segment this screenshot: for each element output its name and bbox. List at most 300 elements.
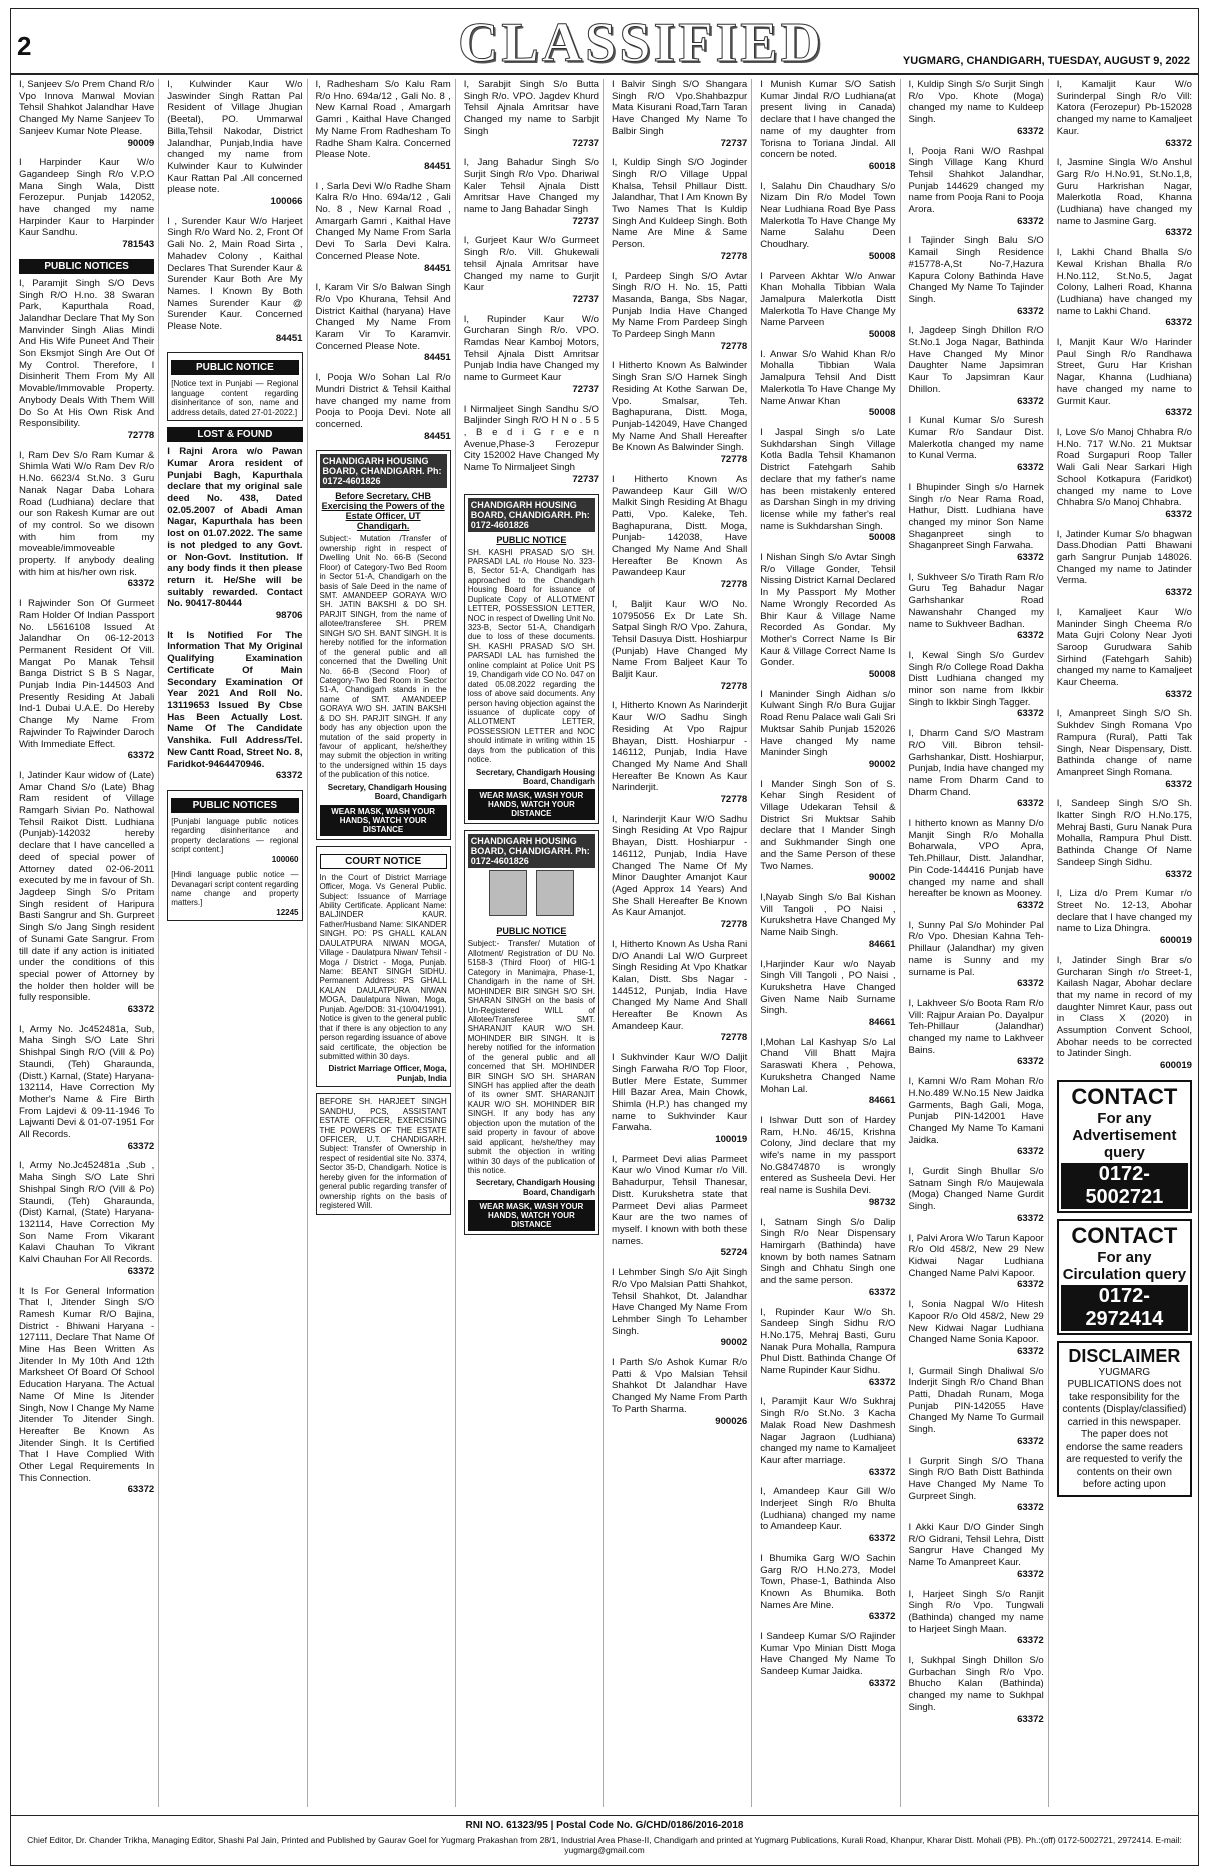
classified-ad: [19, 770, 154, 1016]
ad-text: I Harpinder Kaur W/o Gagandeep Singh R/o V.P.O Mana Singh Wala, Distt Ferozepur. Punjab 142052, have changed my name Harpinder Kaur to Harpinder Kaur Sandhu.: [19, 157, 155, 239]
ad-text: I Mander Singh Son of S. Kehar Singh Resident of Village Udekaran Tehsil & District Sri Muktsar Sahib declare that I Mander Singh and Sukhmander Singh one and the Same Person of these Two Names.: [760, 778, 896, 872]
ad-text: I, Dharm Cand S/O Mastram R/O Vill. Bibron tehsil- Garhshankar, Distt. Hoshiarpur, Punjab, India have changed my name From Dharm Cand to Dharm Chand.: [908, 728, 1044, 798]
page-number: 2: [17, 31, 32, 61]
ad-code: 50008: [868, 250, 896, 262]
ad-code: 98706: [275, 610, 303, 622]
classified-ad: [1057, 798, 1192, 880]
classified-ad: [760, 271, 895, 341]
ad-code: 90009: [127, 137, 155, 149]
ad-text: I Jaspal Singh s/o Late Sukhdarshan Singh Village Kotla Badla Tehsil Khamanon District Fatehgarh Sahib declare that my father's name has been mistakenly entered as Darshan Singh in my driving license while my father's real name is Sukhdarshan Singh.: [760, 426, 896, 532]
ad-text: I, Pooja W/o Sohan Lal R/o Mundri District & Tehsil Kaithal have changed my name from Pooja to Pooja Devi. Note all concerned.: [315, 372, 451, 430]
ad-text: I, Lakhi Chand Bhalla S/o Kewal Krishan Bhalla R/o H.No.112, St.No.5, Jagat Colony, Lalheri Road, Khanna (Ludhiana) have changed my name to Lakhi Chand.: [1056, 247, 1192, 317]
classified-ad: [612, 157, 747, 262]
disclaimer-box: [1057, 1341, 1192, 1497]
classified-ad: [464, 404, 599, 486]
classified-ad: [760, 79, 895, 173]
classified-ad: [19, 598, 154, 762]
ad-text: I, Sandeep Singh S/O Sh. Ikatter Singh R/O H.No.175, Mehraj Basti, Guru Nanak Pura Mohalla, Rampura Phul Distt. Bathinda Change Of Name Sandeep Singh Sidhu.: [1056, 798, 1192, 868]
ad-code: 63372: [1165, 227, 1192, 239]
dateline: YUGMARG, CHANDIGARH, TUESDAY, AUGUST 9, 2022: [902, 55, 1190, 67]
ad-code: 72737: [572, 137, 599, 149]
chb-subtitle: PUBLIC NOTICE: [496, 534, 567, 545]
photos: [468, 868, 595, 923]
ad-code: 63372: [275, 770, 303, 782]
ad-code: 72778: [720, 340, 748, 352]
classified-ad: [612, 360, 747, 465]
chb-signature: Secretary, Chandigarh Housing Board, Chandigarh: [476, 767, 595, 786]
ad-code: 72737: [720, 137, 748, 149]
col2-ads: [167, 79, 302, 344]
ad-text: I, Sanjeev S/o Prem Chand R/o Vpo Innova Manwal Movian Tehsil Shahkot Jalandhar Have Changed My Name Sanjeev To Sanjeev Kumar Note Please.: [19, 79, 155, 137]
ad-text: I , Sarla Devi W/o Radhe Sham Kalra R/o Hno. 694a/12 , Gali No. 8 , New Karnal Road , Amargarh Gamri , Kaithal Have Changed My Name From Sarla Devi To Sarla Devi Kalra. Concerned Please Note.: [315, 180, 451, 262]
classified-ad: [612, 79, 747, 149]
ad-text: I Sukhvinder Kaur W/O Daljit Singh Farwaha R/O Top Floor, Butler Mere Estate, Summer Hill Bazar Area, Main Chowk, Shimla (H.P.) has changed my name to Sukhvinder Kaur Farwaha.: [612, 1052, 748, 1134]
ad-code: 63372: [1165, 688, 1192, 700]
ad-code: 90002: [720, 1337, 748, 1349]
classified-ad: [909, 1076, 1044, 1158]
classified-ad: [19, 79, 154, 149]
contact-phone: 0172-2972414: [1061, 1285, 1188, 1331]
ad-code: 72737: [572, 383, 599, 395]
ad-text: I, Paramjit Singh S/O Devs Singh R/O H.no. 38 Swaran Park, Kapurthala Road, Jalandhar Declare That My Son Manvinder Singh Alias Mindi And His Wife Puneet And Their Son Eksmjot Singh Are Out Of My Control. Therefore, I Disinherit Them From My All Movable/Immovable Property. Anybody Deals With Them Will Do So At His Own Risk And Responsibility.: [19, 277, 155, 430]
person-photo: [536, 870, 574, 916]
classified-ad: [909, 1299, 1044, 1358]
ad-text: I, Jatinder Kaur widow of (Late) Amar Chand S/o (Late) Bhag Ram resident of Village Ramgarh Sivian Po. Nathowal Tehsil Raikot Distt. Ludhiana (Punjab)-142032 hereby declare that I have cancelled a deed of special power of Attorney dated 02-06-2011 executed by me in favour of Sh. Jagdeep Singh S/o Pritam Singh resident of Haripura Basti Sangrur and Sh. Gurpreet Singh S/o Jang Singh resident of Sunami Gate Sangrur. From till date if any action is initiated under the conditions of this special power of Attorney by the holder then holder will be fully responsible.: [19, 769, 155, 1004]
col3-ads: [316, 79, 451, 442]
ad-code: 63372: [1017, 978, 1044, 990]
court-notice-box: [316, 846, 451, 1088]
classified-ad: [909, 572, 1044, 642]
ad-code: 63372: [868, 1611, 896, 1623]
classified-ad: [909, 818, 1044, 912]
ad-text: I, Sukhveer S/o Tirath Ram R/o Guru Teg Bahadur Nagar Garhshankar Road Nawanshahr Changed my name to Sukhveer Badhan.: [908, 571, 1044, 630]
ad-text: I, Jatinder Singh Brar s/o Gurcharan Singh r/o Street-1, Kailash Nagar, Abohar declare that my name in record of my daughter Nimret Kaur, pass out in Class X (2020) in Assumption Convent School, Abohar needs to be corrected to Jatinder Singh.: [1056, 954, 1192, 1060]
ad-text: I, Parmeet Devi alias Parmeet Kaur w/o Vinod Kumar r/o Vill. Bahadurpur, Tehsil Thanesar, Distt. Kurukshetra state that Parmeet Devi alias Parmeet Kaur are the two names of myself. I known with both these names.: [612, 1153, 748, 1247]
public-notice-box: [167, 352, 302, 421]
ad-code: 781543: [122, 239, 155, 251]
columns: [15, 79, 1196, 1807]
ad-code: 63372: [1017, 1568, 1044, 1580]
classified-ad: [760, 1553, 895, 1623]
ad-code: 63372: [1017, 1713, 1044, 1725]
ad-text: I, Kewal Singh S/o Gurdev Singh R/o College Road Dakha Distt Ludhiana changed my minor son name from Ikkbir Singh to Ikkbir Singh Tagger.: [908, 649, 1044, 708]
ad-text: It Is For General Information That I, Jitender Singh S/O Ramesh Kumar R/O Bajina, District - Bhiwani Haryana - 127111, Declare That Name Of Mine Has Been Written As Jitender In My 10th And 12th Marksheet Of Board Of School Education Haryana. The Actual Name Of Mine Is Jitender Singh, Now I Change My Name Jitender To Jitender Singh. Hereafter Be Known As Jitender Singh. It Is Certified That I Have Complied With Other Legal Requirements In This Connection.: [19, 1285, 155, 1484]
ad-code: 98732: [868, 1196, 896, 1208]
classified-ad: [1057, 79, 1192, 149]
circulation-contact-box: [1057, 1219, 1192, 1335]
ad-code: 900026: [715, 1415, 748, 1427]
ad-code: 72737: [572, 293, 599, 305]
lost-found-text: I Rajni Arora w/o Pawan Kumar Arora resident of Punjabi Bagh, Kapurthala declare that my original sale deed No. 438, Dated 02.05.2007 of Abadi Aman Nagar, Kapurthala has been lost on 01.07.2022. The same is not pledged to any Govt. or Non-Govt. Institution. If any body finds it then please return it. He/She will be suitably rewarded. Contact No. 90417-80444: [167, 446, 303, 610]
classified-ad: [464, 157, 599, 227]
chb-text: Subject:- Mutation /Transfer of ownership right in respect of Dwelling Unit No. 66-B (Second Floor) of Category-Two Bed Room in Sector 51-A, Chandigarh on the basis of Sale Deed in the name of SMT. AMANDEEP GORAYA W/O SH. JATIN BAKSHI & DO SH. PARJIT SINGH, from the name of allotee/transferee SH. PREM SINGH S/O SH. BANT SINGH. It is hereby notified for the information of the general public and all concerned that the Dwelling Unit No. 66-B (Second Floor) of Category-Two Bed Room in Sector 51-A, Chandigarh stands in the name of SMT. AMANDEEP GORAYA W/O SH. JATIN BAKSHI & DO SH. PARJIT SINGH. If any body has any objection upon the mutation of the said property in favour of applicant, he/she/they may submit the objection in writing to the undersigned within 15 days of the publication of this notice.: [319, 534, 447, 780]
ad-text: I, Gurdit Singh Bhullar S/o Satnam Singh R/o Maujewala (Moga) Changed Name Gurdit Singh.: [908, 1166, 1044, 1213]
column-5: [608, 79, 752, 1807]
classified-ad: [909, 235, 1044, 317]
ad-text: I Gurprit Singh S/O Thana Singh R/O Bath Distt Bathinda Have Changed My Name To Gurpreet Singh.: [908, 1455, 1044, 1502]
ad-code: 63372: [1165, 587, 1192, 599]
classified-ad: [909, 79, 1044, 138]
ad-text: I, Pardeep Singh S/O Avtar Singh R/O H. No. 15, Patti Masanda, Banga, Sbs Nagar, Punjab India Have Changed My Name From Pardeep Singh To Pardeep Singh Mann: [612, 270, 748, 341]
classified-ad: [1057, 708, 1192, 790]
classified-ad: [909, 1522, 1044, 1581]
classified-ad: [909, 146, 1044, 228]
ad-code: 63372: [127, 1265, 155, 1277]
column-2: [163, 79, 307, 1807]
ad-text: I Rajwinder Son Of Gurmeet Ram Holder Of Indian Passport No. L5616108 Issued At Jalandhar On 06-12-2013 Permanent Resident Of Vill. Mangat Po Manak Tehsil Banga District S B S Nagar, Punjab India Pin-144503 And Presently Residing At Jabali Ind-1 Dubai U.A.E. Do Hereby Change My Name From Rajwinder To Rajwinder Daroch With Immediate Effect.: [19, 598, 155, 750]
advertisement-contact-box: [1057, 1080, 1192, 1213]
ad-text: I, Palvi Arora W/o Tarun Kapoor R/o Old 458/2, New 29 New Kidwai Nagar Ludhiana Changed Name Palvi Kapoor.: [908, 1232, 1044, 1279]
classified-ad: [760, 689, 895, 771]
chb-text: SH. KASHI PRASAD S/O SH. PARSADI LAL r/o House No. 323-B, Sector 51-A, Chandigarh has approached to the Chandigarh Housing Board for issuance of Duplicate Copy of ALLOTMENT LETTER, POSSESSION LETTER, NOC in respect of Dwelling Unit No. 323-B, Sector 51-A, Chandigarh due to loss of these documents. SH. KASHI PRASAD S/O SH. PARSADI LAL has furnished the online complaint at Police Unit PS 19, Chandigarh vide CO No. 047 on dated 05.08.2022 regarding the loss of above said documents. Any person having objection against the issuance of duplicate copy of ALLOTMENT LETTER, POSSESSION LETTER and NOC should intimate in writing within 15 days from the publication of this notice.: [467, 547, 595, 765]
ad-text: I, Kulwinder Kaur W/o Jaswinder Singh Rattan Pal Resident of Village Jhugian (Beetal), PO. Ummarwal Billa,Tehsil Nakodar, District Jalandhar, Punjab,India have changed my name from Kulwinder Kaur to Kulwinder Kaur Rattan Pal .All concerned please note.: [167, 79, 303, 196]
ad-code: 90002: [868, 758, 896, 770]
ad-code: 63372: [127, 578, 155, 590]
classified-ad: [464, 314, 599, 396]
ad-code: 72778: [720, 919, 748, 931]
ad-text: I,Nayab Singh S/o Bal Kishan Vill Tangoli , PO Naisi , Kurukshetra Have Changed My Name Naib Singh.: [760, 892, 896, 939]
classified-ad: [760, 1115, 895, 1209]
hindi-notice-text: [Hindi language public notice — Devanagari script content regarding name change and property matters.]: [171, 870, 299, 908]
col6-ads: [760, 79, 895, 1690]
disclaimer-title: DISCLAIMER: [1068, 1345, 1181, 1366]
contact-heading: CONTACT: [1071, 1222, 1178, 1248]
ad-text: I, Narinderjit Kaur W/O Sadhu Singh Residing At Vpo Rajpur Bhayan, Distt. Hoshiarpur - 146112, Punjab, India Have Changed The Name Of My Minor Daughter Amanjot Kaur (Aged Approx 14 Years) And She Shall Hereafter Be Known As Kaur Amanjot.: [612, 813, 748, 919]
classified-ad: [612, 474, 747, 591]
classified-ad: [19, 1160, 154, 1277]
classified-ad: [1057, 888, 1192, 947]
ad-text: I, Baljit Kaur W/O No. 10795056 Ex Dr Late Sh. Satpal Singh R/O Vpo. Zahura, Tehsil Dasuya Distt. Hoshiarpur (Punjab) Have Changed My Name From Baljeet Kaur To Baljit Kaur.: [612, 598, 748, 681]
classified-ad: [464, 79, 599, 149]
column-6: [756, 79, 900, 1807]
ad-text: I Sandeep Kumar S/O Rajinder Kumar Vpo Minian Distt Moga Have Changed My Name To Sandeep Kumar Jaidka.: [760, 1631, 896, 1678]
ad-code: 63372: [127, 1484, 155, 1496]
ad-code: 50008: [868, 669, 896, 681]
ad-text: I, Army No.Jc452481a ,Sub , Maha Singh S/O Late Shri Shishpal Singh R/O (Vill & Po) Staundi, (Teh) Gharaunda, (Dist) Karnal, (State) Haryana-132114, Have Correction My Son Name From Vikarant Kalavi Chauhan To Vikrant Kalvi Chauhan For All Records.: [19, 1160, 155, 1266]
ad-code: 52724: [720, 1247, 748, 1259]
court-notice-title: COURT NOTICE: [320, 854, 447, 869]
ad-code: 72737: [572, 473, 599, 485]
ad-text: I, Liza d/o Prem Kumar r/o Street No. 12-13, Abohar declare that I have changed my name to Liza Dhingra.: [1056, 888, 1192, 935]
column-4: [460, 79, 604, 1807]
chb-subtitle: Before Secretary, CHB Exercising the Powers of the Estate Officer, UT Chandigarh.: [321, 491, 445, 532]
classified-ad: [19, 278, 154, 442]
ad-text: I Hitherto Known As Balwinder Singh Sran S/O Harnek Singh Residing At Kothe Sarwan De, Vpo. Smalsar, Teh. Baghapurana, Distt. Moga, Punjab-142049, Have Changed My Name And Shall Hereafter Be Known As Balwinder Singh.: [612, 360, 748, 454]
lost-certificate-text: It Is Notified For The Information That My Original Qualifying Examination Certificate Of Main Secondary Examination Of Year 2021 And Roll No. 13119653 Issued By Cbse Has Been Actually Lost. Name Of The Candidate Vanshika. Full Address/Tel. New Cantt Road, Street No. 8, Faridkot-9464470946.: [167, 629, 303, 770]
chb-text: Subject:- Transfer/ Mutation of Allotment/ Registration of DU No. 5158-3 (Third Floor) of HIG-1 Category in Manimajra, Phase-1, Chandigarh in the name of SH. MOHINDER BIR SINGH S/O SH. SHARAN SINGH on the basis of Un-Registered WILL of Allotee/Transferee SMT. SHARANJIT KAUR W/O SH. MOHINDER BIR SINGH. It is hereby notified for the information of the general public and all concerned that SH. MOHINDER BIR SINGH S/O SH. SHARAN SINGH has applied after the death of its owner SMT. SHARANJIT KAUR W/O SH. MOHINDER BIR SINGH. If any body has any objection upon the mutation of the said property in favour of above said applicant, he/she/they may submit the objection in writing within 30 days of the publication of this notice.: [467, 939, 595, 1175]
ad-text: I, Lakhveer S/o Boota Ram R/o Vill: Rajpur Araian Po. Dayalpur Teh-Phillaur (Jalandhar) changed my name to Lakhveer Bains.: [908, 997, 1044, 1056]
ad-text: I Kunal Kumar S/o Suresh Kumar R/o Sandaur Dist. Malerkotla changed my name to Kunal Verma.: [908, 415, 1044, 462]
contact-heading: CONTACT: [1071, 1083, 1178, 1109]
ad-code: 63372: [868, 1533, 896, 1545]
ad-code: 72737: [572, 215, 599, 227]
classified-ad: [909, 998, 1044, 1068]
ad-code: 63372: [1017, 900, 1044, 911]
ad-code: 63372: [1165, 508, 1192, 520]
ad-code: 84451: [424, 160, 451, 172]
ad-text: I, Manjit Kaur W/o Harinder Paul Singh R/o Randhawa Street, Guru Har Krishan Nagar, Khanna (Ludhiana) have changed my name to Gurmit Kaur.: [1056, 337, 1192, 407]
classified-ad: [612, 1357, 747, 1427]
ad-code: 72778: [720, 1032, 748, 1044]
classified-ad: [760, 779, 895, 884]
classified-ad: [1057, 607, 1192, 701]
classified-ad: [1057, 157, 1192, 239]
classified-ad: [909, 1166, 1044, 1225]
footer-imprint: Chief Editor, Dr. Chander Trikha, Managing Editor, Shashi Pal Jain, Printed and Published by Gaurav Goel for Yugmarg Prakashan from 28/1, Industrial Area Phase-II, Chandigarh and printed at Yugmarg Publications, Kurali Road, Khanpur, Kharar Distt. Mohali (PB). Ph.:(off) 0172-5002721, 2972414. E-mail: yugmarg@gmail.com: [27, 1835, 1182, 1855]
ad-text: I Ishwar Dutt son of Hardey Ram, H.No. 46/15, Krishna Colony, Jind declare that my wife's name in my passport No.G8474870 is wrongly entered as Susheela Devi. Her real name is Sushila Devi.: [760, 1114, 896, 1197]
ad-text: I, Gurjeet Kaur W/o Gurmeet Singh R/o. Vill. Ghukewali tehsil Ajnala Amritsar have Changed my name to Gurjit Kaur: [463, 235, 599, 294]
ad-code: 84451: [424, 262, 451, 274]
ad-text: I, Pooja Rani W/O Rashpal Singh Village Kang Khurd Tehsil Shahkot Jalandhar, Punjab 144629 changed my name from Pooja Rani to Pooja Arora.: [908, 145, 1044, 216]
ad-text: I, Jagdeep Singh Dhillon R/O St.No.1 Joga Nagar, Bathinda Have Changed My Minor Daughter Name Japsimran Kaur To Japsimran Kaur Dhillon.: [908, 325, 1044, 395]
ad-code: 12245: [276, 907, 299, 917]
classified-ad: [612, 700, 747, 805]
ad-text: I Tajinder Singh Balu S/O Kamail Singh Residence #15778-A,St No-7,Hazura Kapura Colony Bathinda Have Changed My Name To Tajinder Singh.: [908, 235, 1044, 305]
classified-ad: [612, 1154, 747, 1259]
ad-code: 90002: [868, 872, 896, 884]
court-notice-text: In the Court of District Marriage Officer, Moga. Vs General Public. Subject: Issuance of Marriage Ability Certificate. Applicant Name: BALJINDER KAUR. Father/Husband Name: SIKANDER SINGH. PO: PS GHALL KALAN DAULATPURA NIWAN MOGA, Village - Daulatpura Niwan/ Tehsil - Moga / District - Moga, Punjab. Name: BEANT SINGH SIDHU. Permanent Address: PS GHALL KALAN DAULATPURA NIWAN MOGA, Daulatpura Niwan, Moga, Punjab. Age/DOB: 31-(10/04/1991). Notice is given to the general public that if there is any objection to any person regarding issuance of above said certificate, the objection be submitted within 30 days.: [319, 872, 447, 1061]
classified-ad: [612, 1052, 747, 1146]
classified-ad: [19, 1286, 154, 1497]
ad-code: 63372: [1017, 1502, 1044, 1514]
ad-code: 72778: [720, 250, 748, 262]
classified-ad: [316, 282, 451, 364]
ad-code: 63372: [1017, 1345, 1044, 1357]
column-8: [1053, 79, 1196, 1807]
classified-ad: [612, 814, 747, 931]
ad-text: I, Hitherto Known As Narinderjit Kaur W/O Sadhu Singh Residing At Vpo Rajpur Bhayan, Distt. Hoshiarpur - 146112, Punjab, India Have Changed My Name And Shall Hereafter Be Known As Kaur Narinderjit.: [612, 700, 748, 794]
ad-text: I Bhumika Garg W/O Sachin Garg R/O H.No.273, Model Town, Phase-1, Bathinda Also Known As Bhumika. Both Names Are Mine.: [760, 1552, 896, 1611]
classified-ad: [760, 427, 895, 544]
ad-text: I, Salahu Din Chaudhary S/o Nizam Din R/o Model Town Near Ludhiana Road Bye Pass Malerkotla To Have Change My Name Salahu Deen Choudhary.: [760, 180, 896, 251]
ad-text: I, Gurmail Singh Dhaliwal S/o Inderjit Singh R/o Chand Bhan Patti, Dhadah Runam, Moga Punjab PIN-142055 Have Changed My Name To Gurmail Singh.: [908, 1365, 1044, 1436]
classified-ad: [1057, 427, 1192, 521]
ad-text: I Maninder Singh Aidhan s/o Kulwant Singh R/o Bura Gujjar Road Renu Palace wali Gali Sri Muktsar Sahib Punjab 152026 Have changed My name Maninder Singh: [760, 688, 896, 759]
public-notice-title: PUBLIC NOTICE: [171, 360, 298, 375]
classified-ad: [909, 415, 1044, 474]
column-1: [15, 79, 159, 1807]
classified-ad: [316, 79, 451, 173]
ad-code: 63372: [127, 750, 155, 762]
classified-ad: [760, 349, 895, 419]
ad-code: 72778: [720, 579, 748, 591]
chb-signature: Secretary, Chandigarh Housing Board, Chandigarh: [327, 782, 447, 802]
classified-ad: [612, 1267, 747, 1349]
classified-ad: [167, 216, 302, 345]
ad-text: I, Ram Dev S/o Ram Kumar & Shimla Wati W/o Ram Dev R/o H.No. 6623/4 St.No. 3 Guru Nanak Nagar Daba Lohara Road (Ludhiana) declare that our son Rakesh Kumar are out of my control. So we disown with him from my moveable/immoveable property. If anybody dealing with him at his/her own risk.: [19, 449, 155, 578]
ad-code: 50008: [868, 532, 896, 544]
col1-ads-2: [19, 278, 154, 1496]
ad-code: 72778: [720, 794, 748, 806]
classified-ad: [167, 79, 302, 208]
classified-ad: [909, 920, 1044, 990]
chb-title: CHANDIGARH HOUSING BOARD, CHANDIGARH. Ph: 0172-4601826: [320, 454, 447, 488]
ad-text: I, Paramjit Kaur W/o Sukhraj Singh R/o St.No. 3 Kacha Malak Road New Dashmesh Nagar Jagraon (Ludhiana) changed my name to Kamaljeet Kaur after marriage.: [760, 1396, 896, 1466]
ad-text: I. Anwar S/o Wahid Khan R/o Mohalla Tibbian Wala Jamalpura Tehsil And Distt Malerkotla To Have Change My Name Anwar Khan: [760, 348, 896, 407]
classified-ad: [909, 1655, 1044, 1725]
ad-text: I, Harjeet Singh S/o Ranjit Singh R/o Vpo. Tungwali (Bathinda) changed my name to Harjeet Singh Maan.: [908, 1588, 1044, 1635]
ad-text: I Bhupinder Singh s/o Harnek Singh r/o Near Rama Road, Hathur, Distt. Ludhiana have changed my minor Son Name Shaganpreet singh to Shaganpreet Singh Farwaha.: [908, 481, 1044, 552]
ad-text: I Munish Kumar S/O Satish Kumar Jindal R/O Ludhiana(at present living in Canada) declare that I have changed the name of my daughter from Torisna to Toriana Jindal. All concern be noted.: [760, 79, 896, 161]
ad-code: 63372: [868, 1677, 896, 1689]
ad-text: I, Sukhpal Singh Dhillon S/o Gurbachan Singh R/o Vpo. Bhucho Kalan (Bathinda) changed my name to Sukhpal Singh.: [908, 1655, 1044, 1713]
ad-text: I hitherto known as Manny D/o Manjit Singh R/o Mohalla Boharwala, VPO Apra, Teh.Phillaur, Distt. Jalandhar, Pin Code-144416 Punjab have changed my name and shall hereafter be known as Mooney.: [908, 818, 1044, 900]
ad-text: I,Mohan Lal Kashyap S/o Lal Chand Vill Bhatt Majra Saraswati Khera , Pehowa, Kurukshetra Changed Name Mohan Lal.: [760, 1036, 896, 1095]
classified-ad: [760, 1037, 895, 1107]
ad-text: I, Satnam Singh S/o Dalip Singh R/o Near Dispensary Hamirgarh (Bathinda) have known by both names Satnam Singh and Chhatu Singh one and the same person.: [760, 1216, 896, 1287]
ad-text: I, Sunny Pal S/o Mohinder Pal R/o Vpo. Dhesian Kahna Teh-Phillaur (Jalandhar) my given name is Sunny and my surname is Pal.: [908, 919, 1044, 978]
ad-code: 84661: [868, 1017, 896, 1029]
col8-ads: [1057, 79, 1192, 1072]
chb-notice-box-2: [464, 494, 599, 825]
page-title: CLASSIFIED: [457, 12, 825, 74]
classified-ad: [760, 959, 895, 1029]
classified-ad: [612, 271, 747, 353]
ad-code: 63372: [1017, 395, 1044, 407]
classified-ad: [909, 728, 1044, 810]
ad-text: I Balvir Singh S/O Shangara Singh R/O Vpo.Shahbazpur Mata Kisurani Road,Tarn Taran Have Changed My Name To Balbir Singh: [612, 79, 748, 137]
ad-text: I, Kamaljit Kaur W/o Surinderpal Singh R/o Vill: Katora (Ferozepur) Pb-152028 changed my name to Kamaljeet Kaur.: [1056, 79, 1192, 137]
col7-ads: [909, 79, 1044, 1725]
lost-certificate-ad: [167, 630, 302, 782]
ad-code: 84451: [275, 332, 303, 344]
ad-code: 63372: [868, 1286, 896, 1298]
ad-code: 72778: [720, 454, 748, 466]
ad-code: 100019: [715, 1134, 748, 1146]
classified-ad: [909, 1589, 1044, 1648]
lost-found-ad: [167, 446, 302, 622]
ad-text: I, Karam Vir S/o Balwan Singh R/o Vpo Khurana, Tehsil And District Kaithal (haryana) Have Changed My Name From Karam Vir To Karamvir. Concerned Please Note.: [315, 282, 451, 352]
classified-ad: [19, 157, 154, 251]
ad-text: I , Surender Kaur W/o Harjeet Singh R/o Ward No. 2, Front Of Gali No. 2, Main Road Sirta , Mahadev Colony , Kaithal Declares That Surender Kaur & Surender Kaur Both Are My Names. I Known By Both Names Surender Kaur @ Surender Kaur. Concerned Please Note.: [167, 215, 303, 333]
ad-code: 84451: [424, 352, 451, 364]
ad-code: 60018: [868, 160, 896, 172]
chb-title: CHANDIGARH HOUSING BOARD, CHANDIGARH. Ph: 0172-4601826: [468, 498, 595, 532]
ad-code: 63372: [1017, 1212, 1044, 1224]
classified-ad: [464, 235, 599, 305]
ad-text: I, Radhesham S/o Kalu Ram R/o Hno. 694a/12 , Gali No. 8 , New Karnal Road , Amargarh Gamri , Kaithal Have Changed My Name From Radhesham To Radhe Sham Kalra. Concerned Please Note.: [315, 79, 451, 161]
ad-code: 63372: [1017, 125, 1044, 137]
ad-code: 63372: [1017, 1279, 1044, 1291]
classified-ad: [909, 1233, 1044, 1292]
chb-title: CHANDIGARH HOUSING BOARD, CHANDIGARH. Ph: 0172-4601826: [468, 834, 595, 868]
ad-code: 63372: [1165, 317, 1192, 329]
ad-code: 63372: [1017, 708, 1044, 720]
ad-code: 100060: [271, 854, 299, 864]
court-signature: District Marriage Officer, Moga, Punjab, India: [328, 1064, 447, 1083]
classified-ad: [1057, 529, 1192, 599]
ad-text: I, Rupinder Kaur W/o Sh. Sandeep Singh Sidhu R/O H.No.175, Mehraj Basti, Guru Nanak Pura Mohalla, Rampura Phul Distt. Bathinda Change Of Name Rupinder Kaur Sidhu.: [760, 1306, 896, 1377]
ad-text: I, Sonia Nagpal W/o Hitesh Kapoor R/o Old 458/2, New 29 New Kidwai Nagar Ludhiana Changed Name Sonia Kapoor.: [908, 1299, 1044, 1346]
ad-text: I, Jasmine Singla W/o Anshul Garg R/o H.No.91, St.No.1,8, Guru Harkrishan Nagar, Malerkotla Road, Khanna (Ludhiana) have changed my name to Jasmine Garg.: [1056, 157, 1192, 227]
classified-ad: [316, 181, 451, 275]
classified-ad: [19, 1024, 154, 1153]
ad-code: 63372: [1165, 778, 1192, 790]
ad-text: I, Jang Bahadur Singh S/o Surjit Singh R/o Vpo. Dhariwal Kaler Tehsil Ajnala Distt Amritsar Have Changed my name to Jang Bahadar Singh: [463, 157, 599, 216]
estate-notice-box: [316, 1093, 451, 1214]
classified-ad: [909, 650, 1044, 720]
classified-ad: [760, 181, 895, 263]
ad-text: I, Kuldip Singh S/o Surjit Singh R/o Vpo. Khote (Moga) changed my name to Kuldeep Singh.: [908, 79, 1044, 126]
ad-code: 63372: [1017, 1435, 1044, 1447]
classified-ad: [760, 1486, 895, 1545]
ad-text: I, Army No. Jc452481a, Sub, Maha Singh S/O Late Shri Shishpal Singh R/O (Vill & Po) Staundi, (Teh) Gharaunda, (Distt.) Karnal, (State) Haryana-132114, Have Correction My Mother's Name & Fire Birth From Lajdevi & 09-11-1946 To Lajwanti Devi & 01-07-1951 For All Records.: [19, 1023, 155, 1141]
ad-code: 600019: [1159, 1060, 1192, 1072]
ad-code: 50008: [868, 407, 896, 419]
column-7: [905, 79, 1049, 1807]
classified-ad: [909, 482, 1044, 564]
ad-code: 50008: [868, 329, 896, 341]
ad-code: 600019: [1159, 935, 1192, 947]
section-header: PUBLIC NOTICES: [19, 259, 154, 274]
header-rule: [11, 73, 1198, 75]
public-notices-box: [167, 790, 302, 921]
contact-subtitle: For any Advertisement query: [1072, 1109, 1177, 1161]
wear-mask-banner: WEAR MASK, WASH YOUR HANDS, WATCH YOUR DISTANCE: [468, 789, 595, 820]
classified-ad: [760, 552, 895, 681]
ad-text: I, Jatinder Kumar S/o bhagwan Dass.Dhodian Patti Bhawani garh Sangrur Punjab 148026. Changed my name to Jatinder Verma.: [1056, 528, 1192, 587]
ad-text: I, Sarabjit Singh S/o Butta Singh R/o. VPO. Jagdev Khurd Tehsil Ajnala Amritsar have Changed my name to Sarbjit Singh: [463, 79, 599, 137]
col5-ads: [612, 79, 747, 1427]
classified-ad: [1057, 247, 1192, 329]
col1-ads: [19, 79, 154, 251]
classified-ad: [909, 1456, 1044, 1515]
ad-code: 63372: [1165, 407, 1192, 419]
ad-code: 84451: [424, 430, 451, 442]
ad-text: I Parth S/o Ashok Kumar R/o Patti & Vpo Malsian Tehsil Shahkot Dt Jalandhar Have Changed My Name From Parth To Parth Sharma.: [612, 1357, 748, 1415]
ad-text: I Nishan Singh S/o Avtar Singh R/o Village Gonder, Tehsil Nissing District Karnal Declared In My Passport My Mother Name Wrongly Recorded As Bhir Kaur & Village Name Recorded As Gondar. My Mother's Correct Name Is Bir Kaur & Village Correct Name Is Gonder.: [760, 552, 896, 669]
ad-code: 84661: [868, 1095, 896, 1107]
ad-text: I Nirmaljeet Singh Sandhu S/O Baljinder Singh R/O H N o . 5 5 , B e d i G r e e n Avenue,Phase-3 Ferozepur City 152002 Have Changed My Name To Nirmaljeet Singh: [463, 403, 599, 474]
chb-notice-box: [316, 450, 451, 839]
ad-code: 63372: [127, 1140, 155, 1152]
ad-text: I Akki Kaur D/O Ginder Singh R/O Gidrani, Tehsil Lehra, Distt Sangrur Have Changed My Name To Amanpreet Kaur.: [908, 1522, 1044, 1569]
newspaper-page: [10, 8, 1199, 1866]
ad-code: 63372: [868, 1466, 896, 1478]
ad-code: 63372: [1017, 1146, 1044, 1158]
ad-code: 63372: [1165, 137, 1192, 149]
chb-subtitle: PUBLIC NOTICE: [496, 926, 567, 937]
ad-text: I Hitherto Known As Pawandeep Kaur Gill W/O Malkit Singh Residing At Bhagu Patti, Vpo. Kaleke, Teh. Baghapurana, Distt. Moga, Punjab- 142038, Have Changed My Name And Shall Hereafter Be Known As Pawandeep Kaur: [612, 473, 748, 579]
ad-text: I, Kuldip Singh S/O Joginder Singh R/O Village Uppal Khalsa, Tehsil Phillaur Distt. Jalandhar, That I Am Known By Two Names That Is Kuldip Singh And Kuldeep Singh. Both Name Are Mine & Same Person.: [612, 157, 748, 251]
classified-ad: [1057, 955, 1192, 1072]
classified-ad: [612, 939, 747, 1044]
col4-ads: [464, 79, 599, 486]
ad-text: I, Amanpreet Singh S/O Sh. Sukhdev Singh Romana Vpo Rampura (Rural), Patti Tak Singh, Near Dispensary, Distt. Bathinda change of name Amanpreet Singh Romana.: [1056, 708, 1192, 778]
footer-rni: RNI NO. 61323/95 | Postal Code No. G/CHD/0186/2016-2018: [11, 1815, 1198, 1831]
classified-ad: [760, 1307, 895, 1389]
ad-code: 63372: [127, 1004, 155, 1016]
ad-text: I, Love S/o Manoj Chhabra R/o H.No. 717 W.No. 21 Muktsar Road Surgapuri Roop Taller Wali Gali Near Sarkari High School Kotkapura (Faridkot) changed my name to Love Chhabra S/o Manoj Chhabra.: [1056, 426, 1192, 509]
ad-code: 63372: [1017, 630, 1044, 642]
classified-ad: [909, 325, 1044, 407]
classified-ad: [316, 372, 451, 442]
person-photo: [489, 870, 527, 916]
ad-code: 84661: [868, 938, 896, 950]
classified-ad: [760, 892, 895, 951]
ad-text: I, Rupinder Kaur W/o Gurcharan Singh R/o. VPO. Ramdas Near Kamboj Motors, Tehsil Ajnala Distt Amritsar Punjab India have Changed my name to Gurmeet Kaur: [463, 313, 599, 384]
chb-signature: Secretary, Chandigarh Housing Board, Chandigarh: [476, 1178, 595, 1197]
lost-found-title: LOST & FOUND: [167, 427, 302, 442]
classified-ad: [909, 1366, 1044, 1448]
ad-code: 100066: [270, 196, 303, 208]
ad-code: 63372: [1017, 552, 1044, 564]
wear-mask-banner: WEAR MASK, WASH YOUR HANDS, WATCH YOUR DISTANCE: [468, 1200, 595, 1231]
ad-code: 63372: [1017, 1056, 1044, 1068]
public-notice-text: [Notice text in Punjabi — Regional language content regarding disinheritance of son, name and address details, dated 27-01-2022.]: [171, 379, 299, 417]
ad-code: 63372: [1165, 868, 1192, 880]
ad-code: 63372: [1017, 462, 1044, 474]
